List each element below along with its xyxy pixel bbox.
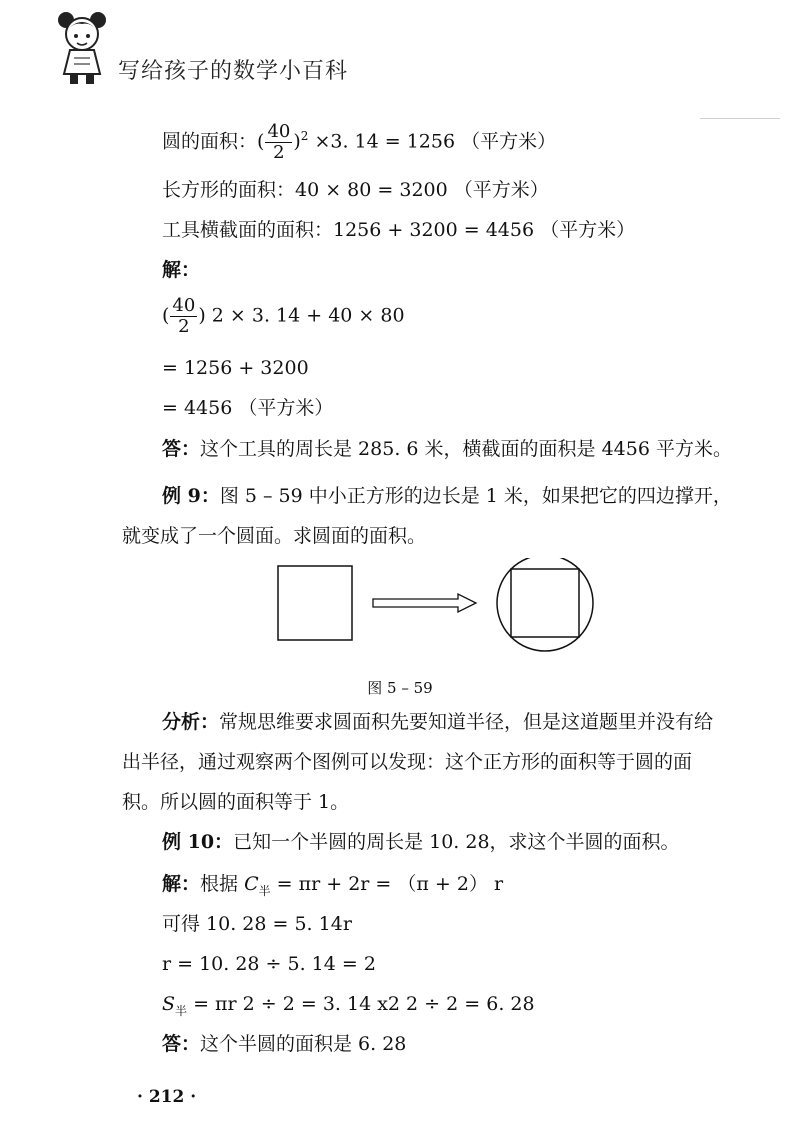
example-9 <box>122 476 762 556</box>
fraction-numerator: 40 <box>267 121 291 142</box>
solution-10-line <box>162 872 503 899</box>
circle-area-rest: ×3. 14 = 1256 （平方米） <box>314 130 557 153</box>
analysis-text-1: 常规思维要求圆面积先要知道半径，但是这道题里并没有给 <box>219 711 714 733</box>
header-rule <box>700 118 780 119</box>
solution-10-step-2: r = 10. 28 ÷ 5. 14 = 2 <box>162 953 376 975</box>
square-to-circle-figure <box>270 558 610 658</box>
calc-line: ( $\frac{40}{2}$ ) 2 × 3. 14 + 40 × 80 <box>162 295 405 337</box>
book-title: 写给孩子的数学小百科 <box>118 59 349 84</box>
tool-area-line: 工具横截面的面积：1256 + 3200 = 4456 （平方米） <box>162 219 636 241</box>
fraction-denominator: 2 <box>273 141 285 163</box>
example-10 <box>162 830 680 855</box>
circle-area-label: 圆的面积： <box>162 130 258 153</box>
solution-10-step-1: 可得 10. 28 = 5. 14r <box>162 913 352 935</box>
example-9-label: 例 9： <box>162 485 220 507</box>
solution-10-pre: 根据 <box>200 873 245 895</box>
analysis-label: 分析： <box>162 711 220 733</box>
perimeter-symbol: C <box>244 873 259 895</box>
fraction <box>265 122 292 163</box>
analysis <box>122 702 772 822</box>
solution-label: 解： <box>162 259 201 281</box>
answer-label: 答： <box>162 1033 201 1055</box>
inscribed-square <box>511 569 579 637</box>
answer-2 <box>162 1032 406 1057</box>
calc-step-2: = 1256 + 3200 <box>162 357 309 379</box>
answer-1 <box>162 437 732 462</box>
fraction <box>170 296 197 337</box>
answer-text: 这个工具的周长是 285. 6 米，横截面的面积是 4456 平方米。 <box>200 438 732 460</box>
figure-caption: 图 5 – 59 <box>367 679 433 697</box>
fraction-denominator: 2 <box>178 315 190 337</box>
analysis-text-2: 出半径，通过观察两个图例可以发现：这个正方形的面积等于圆的面 <box>122 751 693 773</box>
analysis-text-3: 积。所以圆的面积等于 1。 <box>122 791 350 813</box>
calc-step-3: = 4456 （平方米） <box>162 397 334 419</box>
answer-label: 答： <box>162 438 201 460</box>
solution-10-step-3 <box>162 992 535 1019</box>
calc-rest: 2 × 3. 14 + 40 × 80 <box>211 304 405 327</box>
example-9-text-1: 图 5 – 59 中小正方形的边长是 1 米，如果把它的四边撑开， <box>219 485 732 507</box>
half-subscript: 半 <box>175 1003 188 1018</box>
example-10-text: 已知一个半圆的周长是 10. 28，求这个半圆的面积。 <box>233 831 680 853</box>
perimeter-formula: = πr + 2r = （π + 2） r <box>270 873 504 895</box>
page-header <box>52 8 432 88</box>
small-square <box>278 566 352 640</box>
example-10-label: 例 10： <box>162 831 234 853</box>
girl-mascot-icon <box>52 8 116 86</box>
page-number: · 212 · <box>137 1087 197 1107</box>
area-symbol: S <box>162 993 176 1015</box>
solution-10-label: 解： <box>162 873 201 895</box>
circle-area-line: 圆的面积：( $\frac{40}{2}$ )$^2$ ×3. 14 = 1256 （平方米） <box>162 121 557 163</box>
fraction-numerator: 40 <box>172 295 196 316</box>
exponent: 2 <box>300 128 309 143</box>
arrow-right-icon <box>373 594 476 612</box>
half-subscript: 半 <box>258 883 271 898</box>
answer-text: 这个半圆的面积是 6. 28 <box>200 1033 407 1055</box>
rect-area-line: 长方形的面积：40 × 80 = 3200 （平方米） <box>162 179 549 201</box>
area-formula: = πr 2 ÷ 2 = 3. 14 x2 2 ÷ 2 = 6. 28 <box>187 993 535 1015</box>
example-9-text-2: 就变成了一个圆面。求圆面的面积。 <box>122 525 427 547</box>
